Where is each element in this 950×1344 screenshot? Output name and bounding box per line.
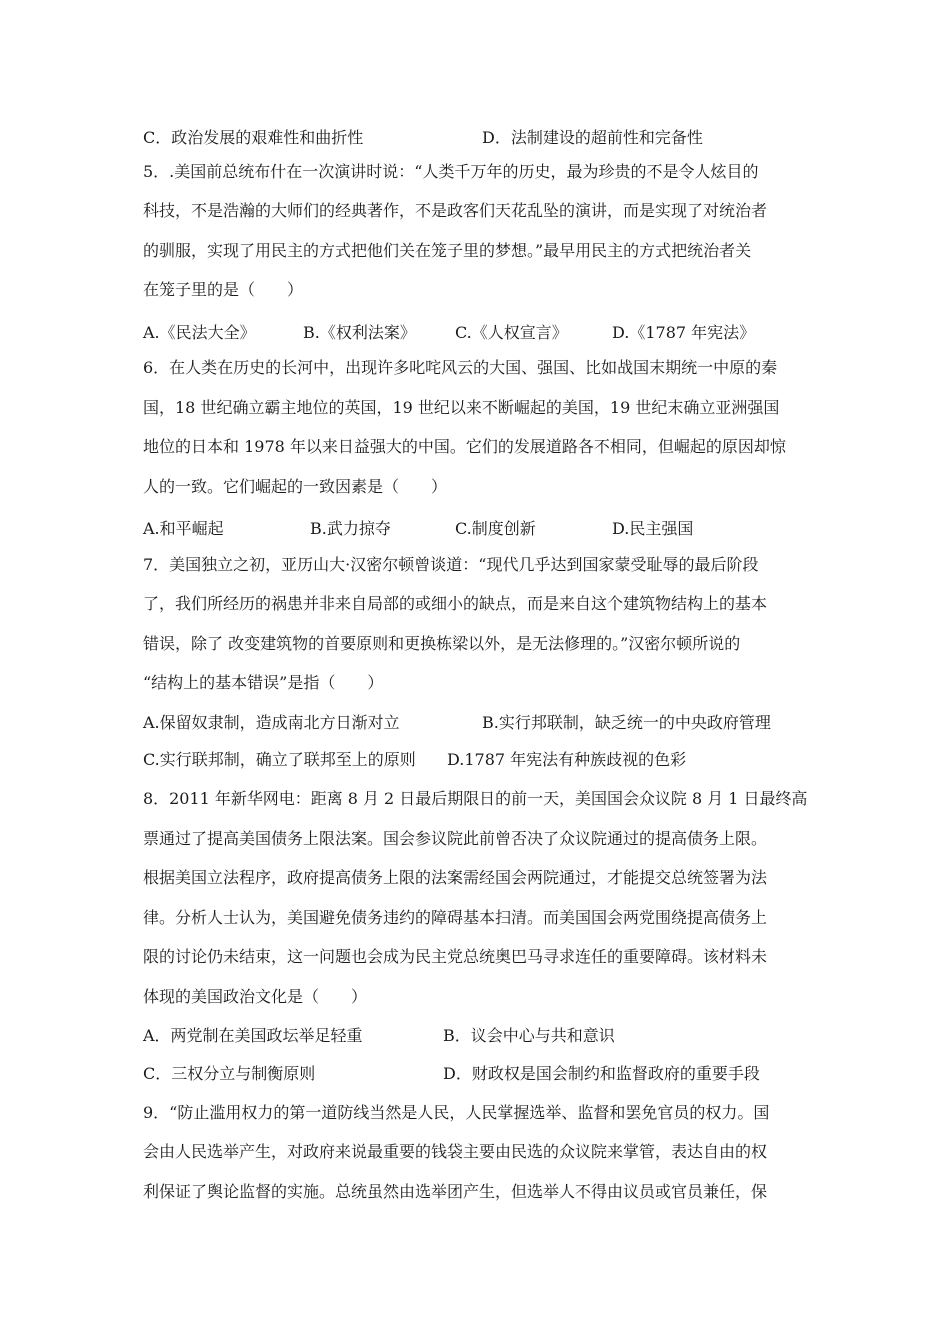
q8-text-line: 体现的美国政治文化是（ ） <box>143 987 368 1006</box>
q8-text-line: 8．2011 年新华网电：距离 8 月 2 日最后期限日的前一天，美国国会众议院 8 月 1 日最终高 <box>143 789 808 808</box>
q4-option-d: D．法制建设的超前性和完备性 <box>482 128 703 147</box>
q8-option-d: D．财政权是国会制约和监督政府的重要手段 <box>443 1064 760 1083</box>
q8-option-c: C．三权分立与制衡原则 <box>143 1064 316 1083</box>
q6-option-d: D.民主强国 <box>612 519 694 538</box>
q7-option-b: B.实行邦联制，缺乏统一的中央政府管理 <box>482 713 771 732</box>
q6-text-line: 国，18 世纪确立霸主地位的英国，19 世纪以来不断崛起的美国，19 世纪末确立亚洲强国 <box>143 398 780 417</box>
q8-text-line: 限的讨论仍未结束，这一问题也会成为民主党总统奥巴马寻求连任的重要障碍。该材料未 <box>143 947 768 966</box>
q8-option-a: A．两党制在美国政坛举足轻重 <box>143 1026 363 1045</box>
q6-option-b: B.武力掠夺 <box>310 519 391 538</box>
q6-text-line: 地位的日本和 1978 年以来日益强大的中国。它们的发展道路各不相同，但崛起的原因却惊 <box>143 437 786 456</box>
q6-text-line: 人的一致。它们崛起的一致因素是（ ） <box>143 477 448 496</box>
q7-option-d: D.1787 年宪法有种族歧视的色彩 <box>447 750 687 769</box>
q5-option-d: D.《1787 年宪法》 <box>612 323 756 342</box>
q8-text-line: 律。分析人士认为，美国避免债务违约的障碍基本扫清。而美国国会两党围绕提高债务上 <box>143 908 768 927</box>
q5-text-line: 5．.美国前总统布什在一次演讲时说：“人类千万年的历史，最为珍贵的不是令人炫目的 <box>143 162 759 181</box>
q6-text-line: 6．在人类在历史的长河中，出现许多叱咤风云的大国、强国、比如战国末期统一中原的秦 <box>143 358 778 377</box>
q8-text-line: 票通过了提高美国债务上限法案。国会参议院此前曾否决了众议院通过的提高债务上限。 <box>143 829 768 848</box>
q5-text-line: 科技，不是浩瀚的大师们的经典著作，不是政客们天花乱坠的演讲，而是实现了对统治者 <box>143 201 768 220</box>
q5-option-a: A.《民法大全》 <box>143 323 256 342</box>
q6-option-a: A.和平崛起 <box>143 519 224 538</box>
q6-option-c: C.制度创新 <box>455 519 536 538</box>
q7-text-line: 7．美国独立之初，亚历山大·汉密尔顿曾谈道：“现代几乎达到国家蒙受耻辱的最后阶段 <box>143 555 759 574</box>
q7-text-line: 错误，除了 改变建筑物的首要原则和更换栋梁以外，是无法修理的。”汉密尔顿所说的 <box>143 634 741 653</box>
q5-option-b: B.《权利法案》 <box>303 323 416 342</box>
q7-text-line: 了，我们所经历的祸患并非来自局部的或细小的缺点，而是来自这个建筑物结构上的基本 <box>143 594 768 613</box>
q9-text-line: 9．“防止滥用权力的第一道防线当然是人民，人民掌握选举、监督和罢免官员的权力。国 <box>143 1103 770 1122</box>
q5-text-line: 的驯服，实现了用民主的方式把他们关在笼子里的梦想。”最早用民主的方式把统治者关 <box>143 241 752 260</box>
q9-text-line: 会由人民选举产生，对政府来说最重要的钱袋主要由民选的众议院来掌管，表达自由的权 <box>143 1142 768 1161</box>
q5-option-c: C.《人权宣言》 <box>455 323 568 342</box>
q8-text-line: 根据美国立法程序，政府提高债务上限的法案需经国会两院通过，才能提交总统签署为法 <box>143 868 768 887</box>
q4-option-c: C．政治发展的艰难性和曲折性 <box>143 128 364 147</box>
q5-text-line: 在笼子里的是（ ） <box>143 280 304 299</box>
q8-option-b: B．议会中心与共和意识 <box>443 1026 615 1045</box>
q7-option-c: C.实行联邦制，确立了联邦至上的原则 <box>143 750 416 769</box>
q9-text-line: 利保证了舆论监督的实施。总统虽然由选举团产生，但选举人不得由议员或官员兼任，保 <box>143 1182 768 1201</box>
q7-text-line: “结构上的基本错误”是指（ ） <box>143 673 384 692</box>
q7-option-a: A.保留奴隶制，造成南北方日渐对立 <box>143 713 400 732</box>
